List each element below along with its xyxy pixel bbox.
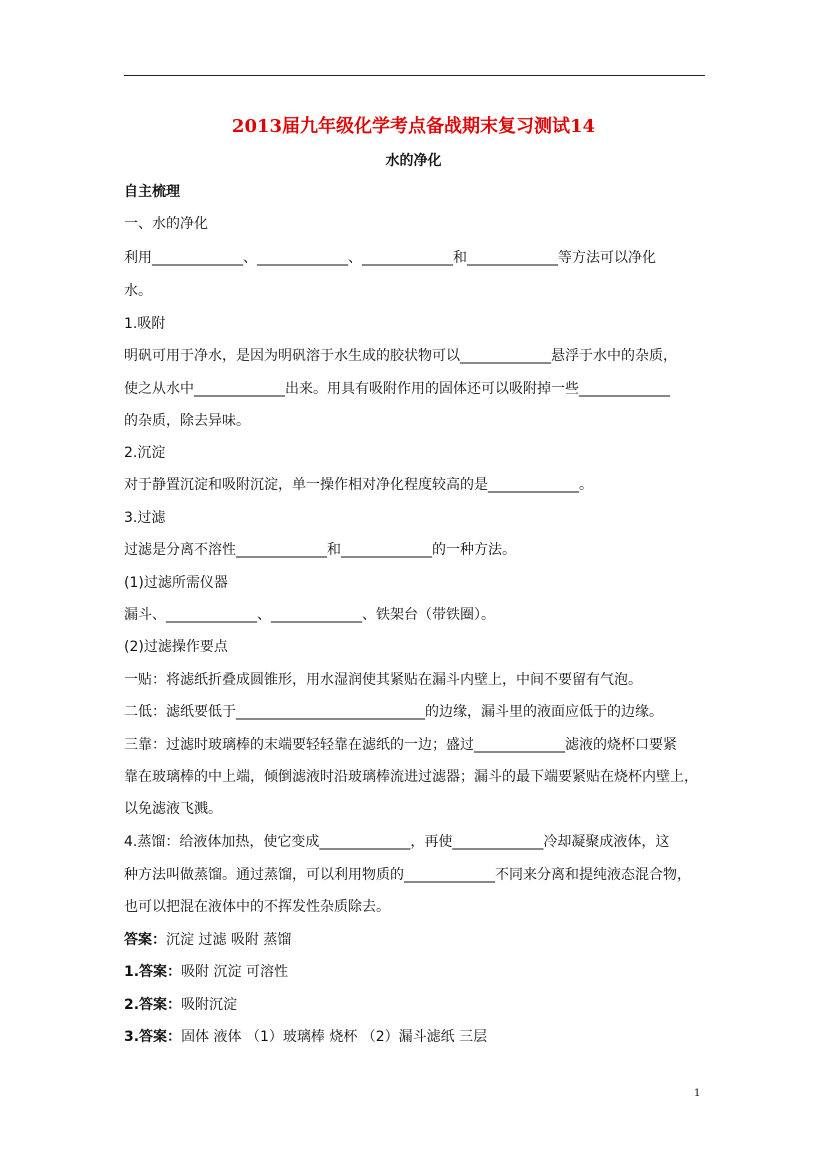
section-heading: 自主梳理 <box>124 184 180 200</box>
answer-line <box>124 931 709 949</box>
body-line: 一、水的净化 <box>124 216 208 232</box>
answer-label: 3.答案： <box>124 1029 182 1045</box>
body-line: 使之从水中_____________出来。用具有吸附作用的固体还可以吸附掉一些_____________ <box>124 381 670 397</box>
body-line: 靠在玻璃棒的中上端，倾倒滤液时沿玻璃棒流进过滤器；漏斗的最下端要紧贴在烧杯内壁上， <box>124 769 698 785</box>
body-line: (2)过滤操作要点 <box>124 639 228 655</box>
answer-line <box>124 963 709 981</box>
body-line: 一贴：将滤纸折叠成圆锥形，用水湿润使其紧贴在漏斗内壁上，中间不要留有气泡。 <box>124 672 642 688</box>
body-line: 过滤是分离不溶性_____________和_____________的一种方法。 <box>124 542 516 558</box>
body-line: 种方法叫做蒸馏。通过蒸馏，可以利用物质的_____________不同来分离和提纯液态混合物， <box>124 867 691 883</box>
answer-text: 吸附 沉淀 可溶性 <box>181 964 288 980</box>
body-line: 4.蒸馏：给液体加热，使它变成_____________，再使_____________冷却凝聚成液体，这 <box>124 834 670 850</box>
body-line: 以免滤液飞溅。 <box>124 801 222 817</box>
header-rule <box>124 75 705 76</box>
body-line: 二低：滤纸要低于___________________________的边缘，漏斗里的液面应低于的边缘。 <box>124 704 663 720</box>
body-line: 也可以把混在液体中的不挥发性杂质除去。 <box>124 899 390 915</box>
page-title: 2013届九年级化学考点备战期末复习测试14 <box>231 116 596 137</box>
body-line: 的杂质，除去异味。 <box>124 413 250 429</box>
body-line: 明矾可用于净水，是因为明矾溶于水生成的胶状物可以_____________悬浮于水中的杂质， <box>124 348 677 364</box>
answer-line <box>124 1028 709 1046</box>
answer-label: 2.答案： <box>124 997 182 1013</box>
answer-text: 沉淀 过滤 吸附 蒸馏 <box>166 932 292 948</box>
body-line: 三靠：过滤时玻璃棒的末端要轻轻靠在滤纸的一边；盛过_____________滤液的烧杯口要紧 <box>124 737 677 753</box>
body-line: 漏斗、_____________、_____________、铁架台（带铁圈）。 <box>124 607 495 623</box>
page-number: 1 <box>694 1088 701 1099</box>
body-line: 水。 <box>124 283 152 299</box>
body-line: 利用_____________、_____________、_____________和_____________等方法可以净化 <box>124 250 656 266</box>
answer-text: 固体 液体 （1）玻璃棒 烧杯 （2）漏斗滤纸 三层 <box>181 1029 488 1045</box>
body-line: 对于静置沉淀和吸附沉淀，单一操作相对净化程度较高的是_____________。 <box>124 477 593 493</box>
answer-label: 1.答案： <box>124 964 182 980</box>
page-subtitle: 水的净化 <box>385 153 442 169</box>
body-line: 2.沉淀 <box>124 445 166 461</box>
body-line: (1)过滤所需仪器 <box>124 575 228 591</box>
body-line: 1.吸附 <box>124 316 166 332</box>
answer-line <box>124 996 709 1014</box>
answer-text: 吸附沉淀 <box>181 997 238 1013</box>
answer-label: 答案： <box>124 932 166 948</box>
body-line: 3.过滤 <box>124 510 166 526</box>
